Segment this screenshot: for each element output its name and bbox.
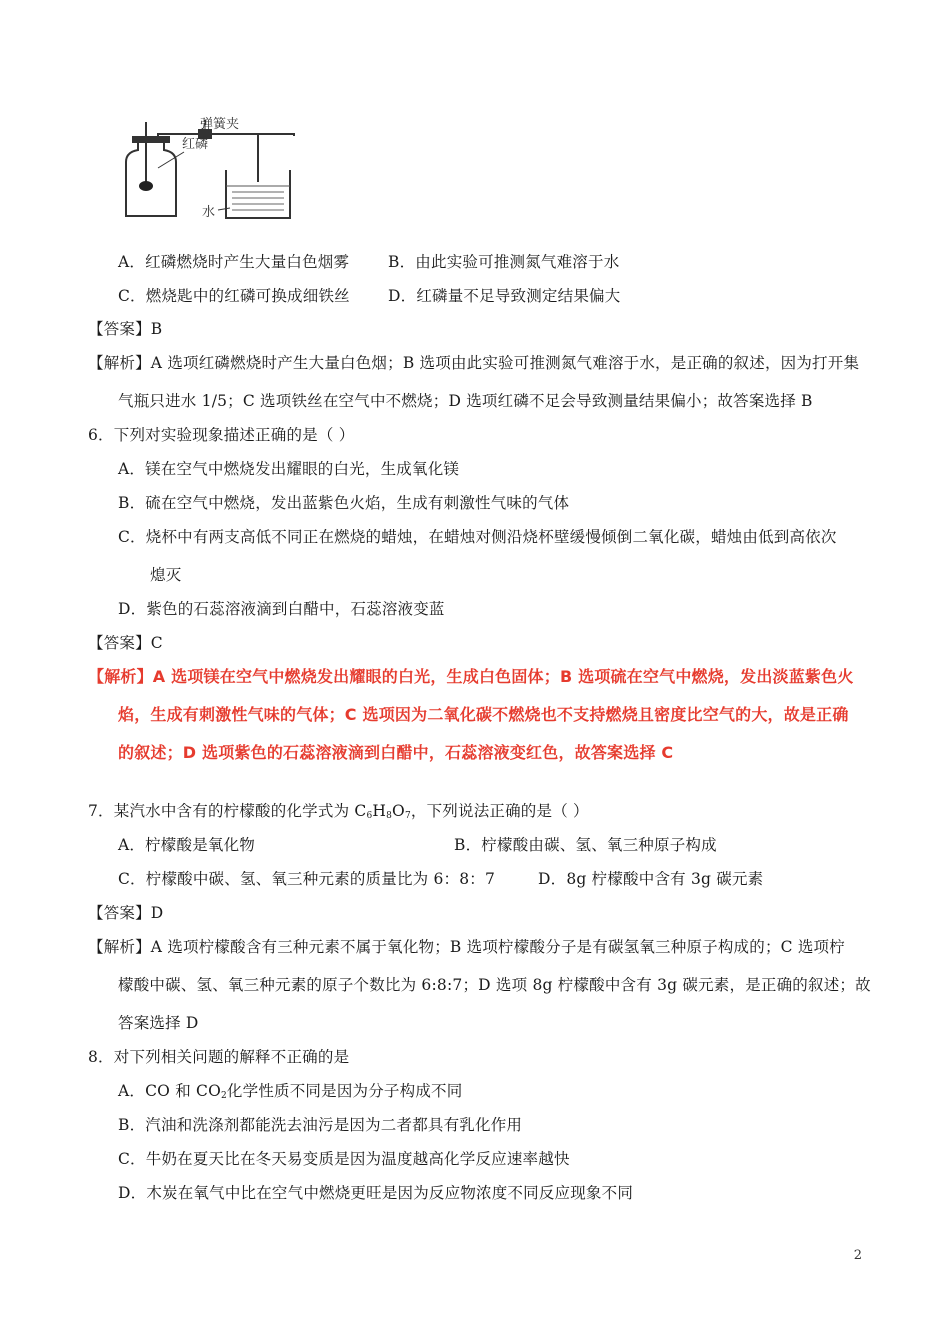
q8-stem: 8．对下列相关问题的解释不正确的是 [88, 1048, 350, 1066]
q8-option-c: C．牛奶在夏天比在冬天易变质是因为温度越高化学反应速率越快 [118, 1150, 570, 1168]
q8-option-d: D．木炭在氧气中比在空气中燃烧更旺是因为反应物浓度不同反应现象不同 [118, 1184, 634, 1202]
q5-analysis-line-2: 气瓶只进水 1/5；C 选项铁丝在空气中不燃烧；D 选项红磷不足会导致测量结果偏小；故答案选择 B [118, 392, 813, 410]
q5-option-c: C．燃烧匙中的红磷可换成细铁丝 [118, 287, 350, 305]
q7-analysis-line-1: 【解析】A 选项柠檬酸含有三种元素不属于氧化物；B 选项柠檬酸分子是有碳氢氧三种原子构成的；C 选项柠 [88, 938, 845, 956]
q8-option-a: A．CO 和 $CO_2$化学性质不同是因为分子构成不同 [118, 1082, 463, 1101]
phosphorus-label: 红磷 [182, 137, 209, 152]
apparatus-diagram [118, 112, 298, 224]
q5-answer: 【答案】B [88, 320, 163, 338]
q7-answer: 【答案】D [88, 904, 164, 922]
q6-option-b: B．硫在空气中燃烧，发出蓝紫色火焰，生成有刺激性气味的气体 [118, 494, 570, 512]
q7-option-c: C．柠檬酸中碳、氢、氧三种元素的质量比为 6：8：7 [118, 870, 496, 888]
q6-analysis-line-1: 【解析】A 选项镁在空气中燃烧发出耀眼的白光，生成白色固体；B 选项硫在空气中燃烧，发出淡蓝紫色火 [88, 667, 854, 686]
q5-option-a: A．红磷燃烧时产生大量白色烟雾 [118, 253, 350, 271]
water-label: 水 [202, 205, 216, 220]
q6-option-a: A．镁在空气中燃烧发出耀眼的白光，生成氧化镁 [118, 460, 460, 478]
q6-stem: 6．下列对实验现象描述正确的是（ ） [88, 426, 355, 444]
q6-answer: 【答案】C [88, 634, 163, 652]
q7-option-a: A．柠檬酸是氧化物 [118, 836, 255, 854]
q5-analysis-line-1: 【解析】A 选项红磷燃烧时产生大量白色烟；B 选项由此实验可推测氮气难溶于水，是正确的叙述，因为打开集 [88, 354, 860, 372]
q7-analysis-line-2: 檬酸中碳、氢、氧三种元素的原子个数比为 6:8:7；D 选项 8g 柠檬酸中含有 3g 碳元素，是正确的叙述；故 [118, 976, 871, 994]
q5-option-d: D．红磷量不足导致测定结果偏大 [388, 287, 621, 305]
q6-option-d: D．紫色的石蕊溶液滴到白醋中，石蕊溶液变蓝 [118, 600, 445, 618]
clamp-label: 弹簧夹 [200, 117, 240, 132]
q7-stem: 7．某汽水中含有的柠檬酸的化学式为 $C_6H_8O_7$，下列说法正确的是（ ） [88, 802, 589, 821]
q6-analysis-line-3: 的叙述；D 选项紫色的石蕊溶液滴到白醋中，石蕊溶液变红色，故答案选择 C [118, 743, 674, 762]
q7-option-b: B．柠檬酸由碳、氢、氧三种原子构成 [454, 836, 717, 854]
q5-option-b: B．由此实验可推测氮气难溶于水 [388, 253, 620, 271]
q6-option-c-line-1: C．烧杯中有两支高低不同正在燃烧的蜡烛，在蜡烛对侧沿烧杯壁缓慢倾倒二氧化碳，蜡烛由低到高依次 [118, 528, 837, 546]
q7-option-d: D．8g 柠檬酸中含有 3g 碳元素 [538, 870, 764, 888]
q6-analysis-line-2: 焰，生成有刺激性气味的气体；C 选项因为二氧化碳不燃烧也不支持燃烧且密度比空气的大，故是正确 [118, 705, 849, 724]
q8-option-b: B．汽油和洗涤剂都能洗去油污是因为二者都具有乳化作用 [118, 1116, 523, 1134]
q7-analysis-line-3: 答案选择 D [118, 1014, 199, 1032]
q6-option-c-line-2: 熄灭 [150, 566, 182, 584]
page-number: 2 [853, 1248, 862, 1263]
